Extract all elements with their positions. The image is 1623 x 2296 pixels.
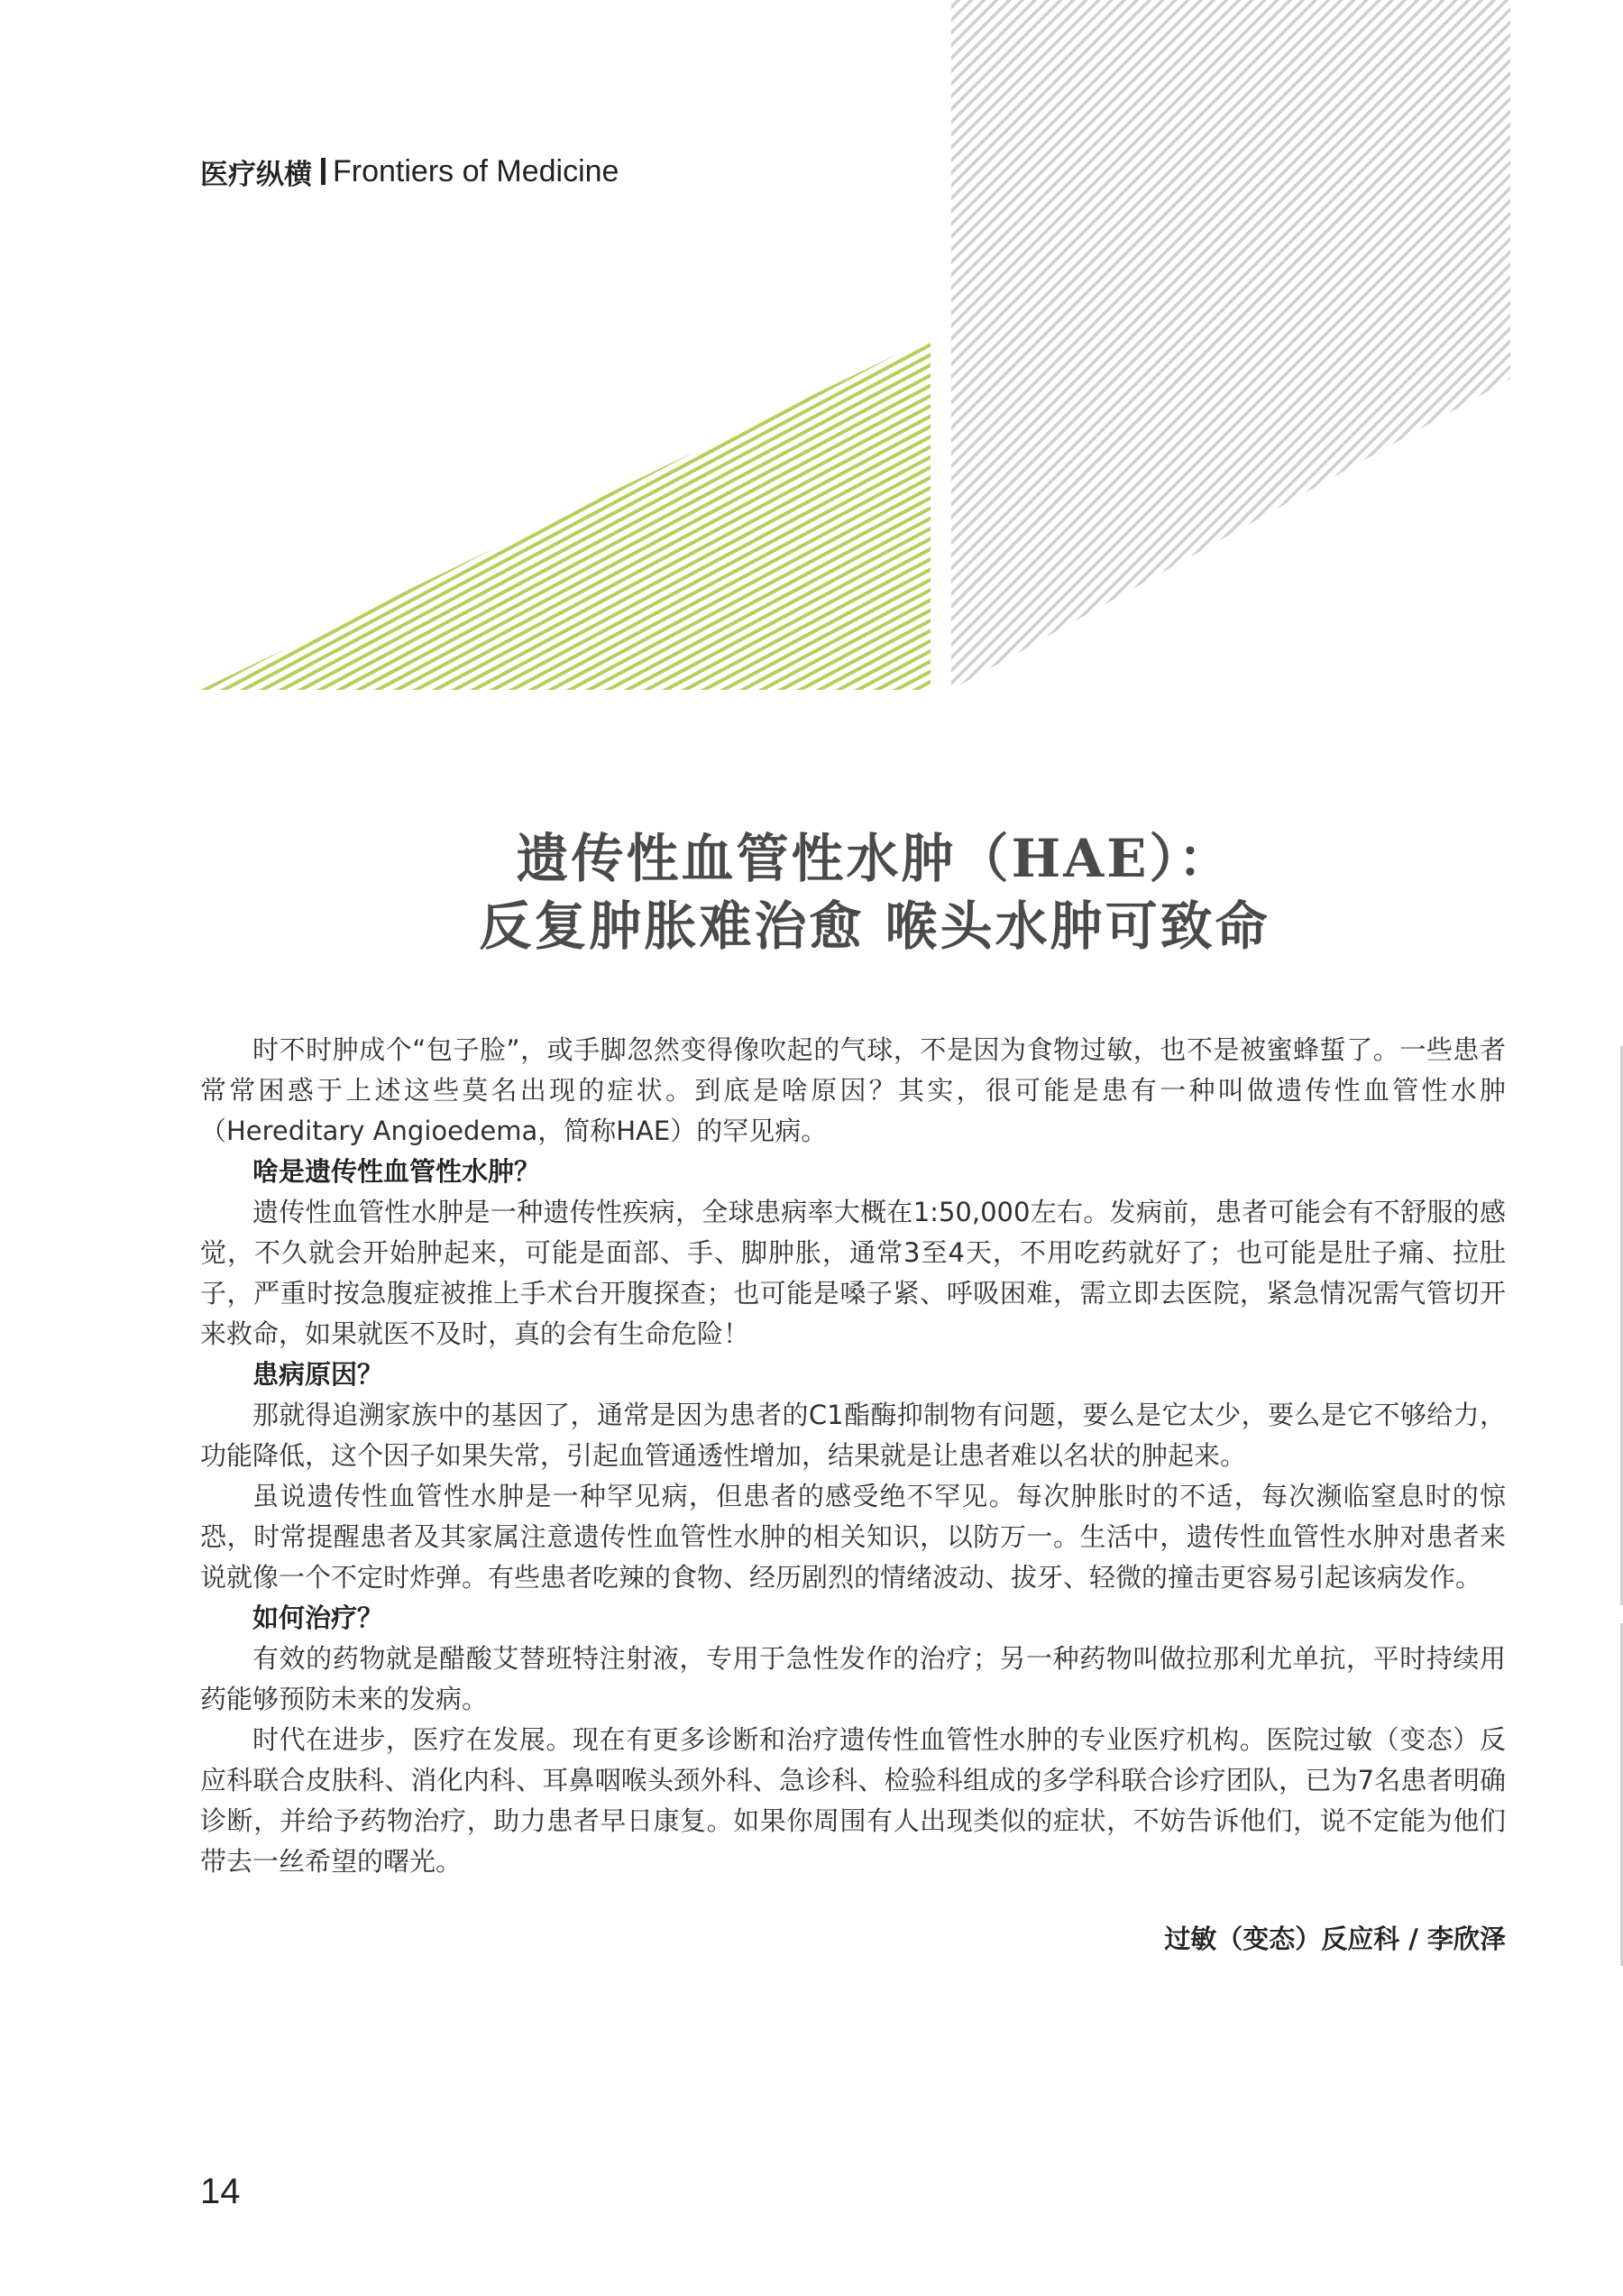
page-number: 14 xyxy=(200,2172,241,2211)
author-byline: 过敏（变态）反应科 / 李欣泽 xyxy=(1164,1924,1506,1954)
paragraph-progress: 时代在进步，医疗在发展。现在有更多诊断和治疗遗传性血管性水肿的专业医疗机构。医院过敏（变态）反应科联合皮肤科、消化内科、耳鼻咽喉头颈外科、急诊科、检验科组成的多学科联合诊疗团队，已为7名患者明确诊断，并给予药物治疗，助力患者早日康复。如果你周围有人出现类似的症状，不妨告诉他们，说不定能为他们带去一丝希望的曙光。 xyxy=(200,1724,1506,1877)
paragraph-intro: 时不时肿成个“包子脸”，或手脚忽然变得像吹起的气球，不是因为食物过敏，也不是被蜜蜂蜇了。一些患者常常困惑于上述这些莫名出现的症状。到底是啥原因？其实，很可能是患有一种叫做遗传性血管性水肿（Hereditary Angioedema，简称HAE）的罕见病。 xyxy=(200,1034,1506,1146)
decorative-stripes xyxy=(0,0,1623,721)
section-name-en: Frontiers of Medicine xyxy=(333,153,619,188)
subheading-cause: 患病原因？ xyxy=(252,1359,384,1390)
paragraph-cause: 那就得追溯家族中的基因了，通常是因为患者的C1酯酶抑制物有问题，要么是它太少，要么是它不够给力，功能降低，这个因子如果失常，引起血管通透性增加，结果就是让患者难以名状的肿起来。 xyxy=(200,1400,1506,1471)
green-striped-triangle xyxy=(200,338,931,690)
article-title-line-2: 反复肿胀难治愈 喉头水肿可致命 xyxy=(479,895,1270,957)
article-title-line-1: 遗传性血管性水肿（HAE）： xyxy=(516,828,1233,889)
section-name-cn: 医疗纵横 xyxy=(200,158,312,191)
subheading-treatment: 如何治疗？ xyxy=(252,1603,384,1633)
article-body xyxy=(200,1030,1506,1882)
paragraph-experience: 虽说遗传性血管性水肿是一种罕见病，但患者的感受绝不罕见。每次肿胀时的不适，每次濒临窒息时的惊恐，时常提醒患者及其家属注意遗传性血管性水肿的相关知识，以防万一。生活中，遗传性血管性水肿对患者来说就像一个不定时炸弹。有些患者吃辣的食物、经历剧烈的情绪波动、拔牙、轻微的撞击更容易引起该病发作。 xyxy=(200,1481,1506,1593)
paragraph-definition: 遗传性血管性水肿是一种遗传性疾病，全球患病率大概在1:50,000左右。发病前，患者可能会有不舒服的感觉，不久就会开始肿起来，可能是面部、手、脚肿胀，通常3至4天，不用吃药就好了；也可能是肚子痛、拉肚子，严重时按急腹症被推上手术台开腹探查；也可能是嗓子紧、呼吸困难，需立即去医院，紧急情况需气管切开来救命，如果就医不及时，真的会有生命危险！ xyxy=(200,1197,1506,1349)
paragraph-treatment: 有效的药物就是醋酸艾替班特注射液，专用于急性发作的治疗；另一种药物叫做拉那利尤单抗，平时持续用药能够预防未来的发病。 xyxy=(200,1643,1506,1714)
subheading-what-is-hae: 啥是遗传性血管性水肿？ xyxy=(252,1156,541,1187)
gray-striped-shape xyxy=(951,0,1510,690)
